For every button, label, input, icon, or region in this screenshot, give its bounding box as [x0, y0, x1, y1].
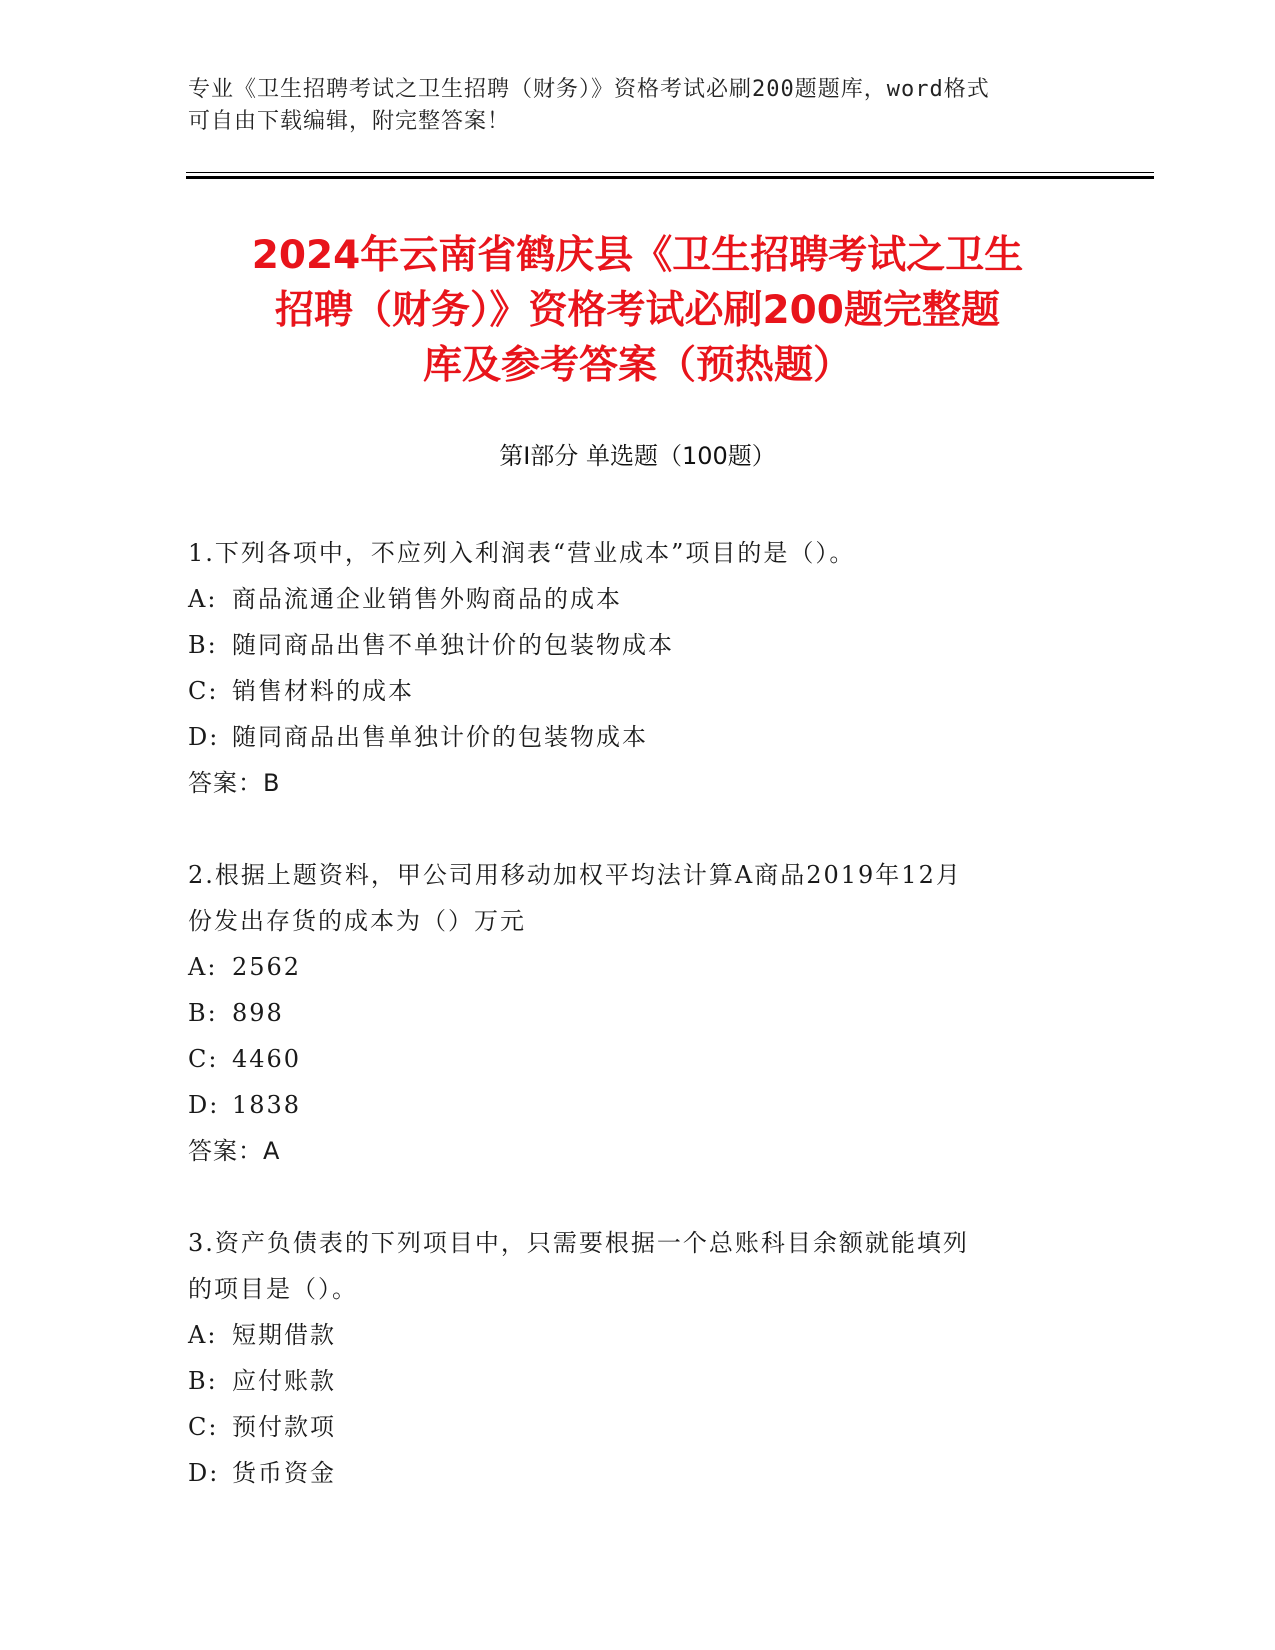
- header-divider-thin: [186, 172, 1154, 173]
- option-text: 货币资金: [232, 1459, 336, 1487]
- option-text: 随同商品出售单独计价的包装物成本: [232, 723, 648, 751]
- option-letter: C:: [188, 1045, 219, 1073]
- document-title-line-3: 库及参考答案（预热题）: [422, 343, 852, 388]
- header-divider-thick: [186, 176, 1154, 179]
- option-c: [188, 668, 1068, 714]
- question-list: [188, 530, 1068, 1542]
- question-1: [188, 530, 1068, 806]
- option-b: [188, 622, 1068, 668]
- option-letter: C:: [188, 677, 219, 705]
- option-letter: C:: [188, 1413, 219, 1441]
- header-note: [188, 74, 1088, 138]
- option-d: [188, 714, 1068, 760]
- option-text: 2562: [232, 953, 302, 981]
- question-stem: 3.资产负债表的下列项目中，只需要根据一个总账科目余额就能填列: [188, 1229, 969, 1257]
- option-letter: D:: [188, 723, 220, 751]
- option-text: 应付账款: [232, 1367, 336, 1395]
- question-2: [188, 852, 1068, 1174]
- question-stem: 1.下列各项中，不应列入利润表“营业成本”项目的是（）。: [188, 539, 856, 567]
- option-d: [188, 1450, 1068, 1496]
- answer-line: 答案：B: [188, 769, 281, 797]
- question-stem-continued: 份发出存货的成本为（）万元: [188, 907, 526, 935]
- option-c: [188, 1404, 1068, 1450]
- option-text: 预付款项: [232, 1413, 336, 1441]
- option-text: 销售材料的成本: [232, 677, 414, 705]
- option-letter: A:: [188, 953, 218, 981]
- option-text: 1838: [232, 1091, 302, 1119]
- question-stem-continued: 的项目是（）。: [188, 1275, 358, 1303]
- option-text: 短期借款: [232, 1321, 336, 1349]
- header-note-line-1: 专业《卫生招聘考试之卫生招聘（财务）》资格考试必刷200题题库，word格式: [188, 77, 990, 102]
- option-a: [188, 1312, 1068, 1358]
- option-text: 4460: [232, 1045, 302, 1073]
- option-text: 随同商品出售不单独计价的包装物成本: [232, 631, 674, 659]
- option-letter: D:: [188, 1091, 220, 1119]
- document-title: [150, 228, 1125, 393]
- option-a: [188, 576, 1068, 622]
- option-letter: B:: [188, 1367, 218, 1395]
- option-letter: B:: [188, 999, 218, 1027]
- answer-line: 答案：A: [188, 1137, 281, 1165]
- option-b: [188, 1358, 1068, 1404]
- option-letter: A:: [188, 585, 218, 613]
- option-a: [188, 944, 1068, 990]
- option-b: [188, 990, 1068, 1036]
- option-letter: B:: [188, 631, 218, 659]
- question-3: [188, 1220, 1068, 1496]
- header-note-line-2: 可自由下载编辑，附完整答案！: [188, 109, 511, 134]
- document-title-line-1: 2024年云南省鹤庆县《卫生招聘考试之卫生: [251, 233, 1024, 278]
- option-c: [188, 1036, 1068, 1082]
- question-stem: 2.根据上题资料，甲公司用移动加权平均法计算A商品2019年12月: [188, 861, 962, 889]
- option-d: [188, 1082, 1068, 1128]
- option-letter: A:: [188, 1321, 218, 1349]
- section-heading: 第Ⅰ部分 单选题（100题）: [499, 442, 776, 470]
- option-letter: D:: [188, 1459, 220, 1487]
- option-text: 898: [232, 999, 284, 1027]
- option-text: 商品流通企业销售外购商品的成本: [232, 585, 622, 613]
- document-title-line-2: 招聘（财务）》资格考试必刷200题完整题: [275, 288, 1000, 333]
